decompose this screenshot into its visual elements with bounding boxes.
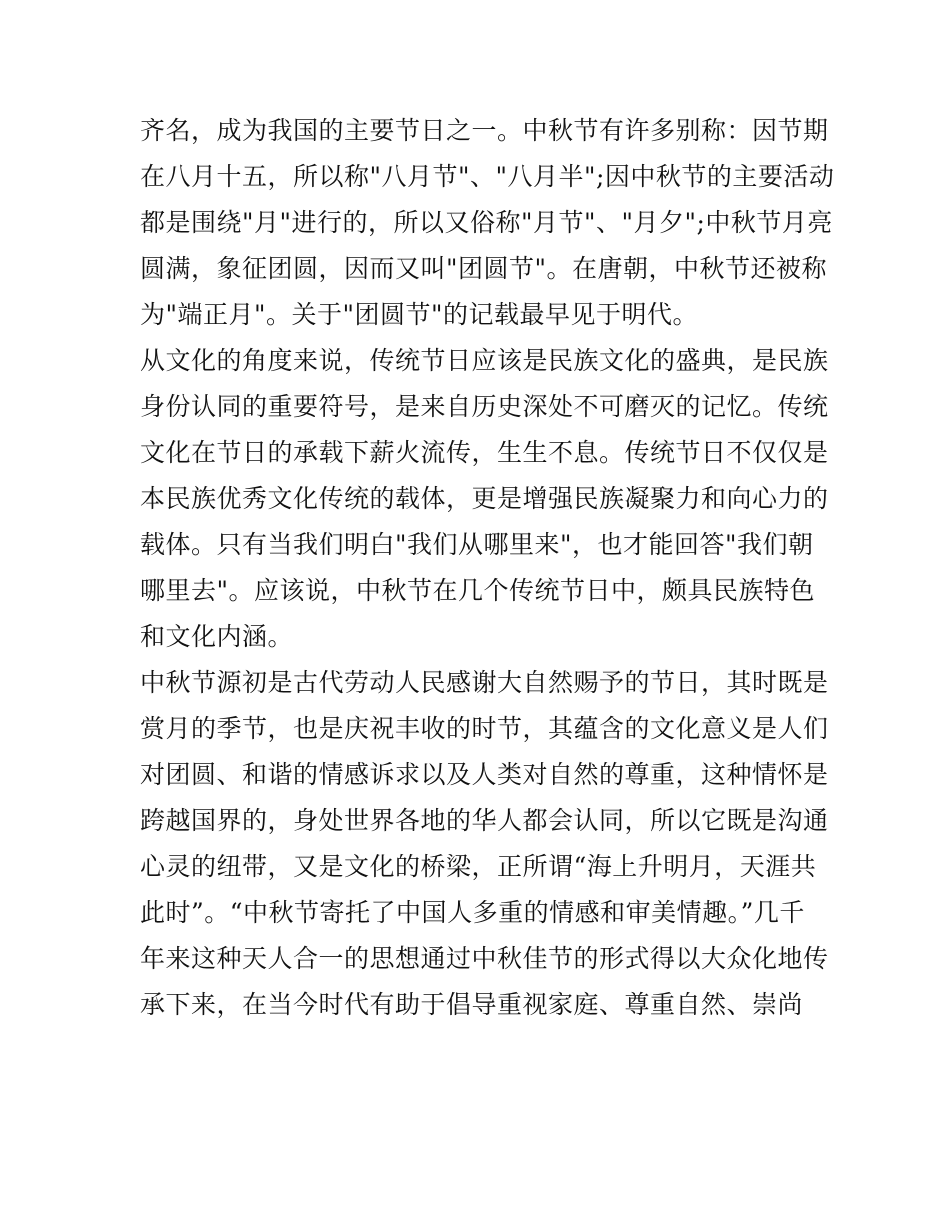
text-line-17: 心灵的纽带，又是文化的桥梁，正所谓“海上升明月，天涯共 <box>140 852 817 881</box>
text-line-7: 身份认同的重要符号，是来自历史深处不可磨灭的记忆。传统 <box>140 392 829 421</box>
text-line-15: 对团圆、和谐的情感诉求以及人类对自然的尊重，这种情怀是 <box>140 760 829 789</box>
text-line-6: 从文化的角度来说，传统节日应该是民族文化的盛典，是民族 <box>140 346 829 375</box>
text-line-3: 都是围绕"月"进行的，所以又俗称"月节"、"月夕";中秋节月亮 <box>140 208 833 237</box>
text-line-19: 年来这种天人合一的思想通过中秋佳节的形式得以大众化地传 <box>140 944 829 973</box>
text-line-11: 哪里去"。应该说，中秋节在几个传统节日中，颇具民族特色 <box>140 576 816 605</box>
text-line-12: 和文化内涵。 <box>140 622 294 651</box>
text-line-8: 文化在节日的承载下薪火流传，生生不息。传统节日不仅仅是 <box>140 438 829 467</box>
text-line-5: 为"端正月"。关于"团圆节"的记载最早见于明代。 <box>140 300 698 329</box>
text-line-10: 载体。只有当我们明白"我们从哪里来"，也才能回答"我们朝 <box>140 530 814 559</box>
text-line-4: 圆满，象征团圆，因而又叫"团圆节"。在唐朝，中秋节还被称 <box>140 254 828 283</box>
text-line-9: 本民族优秀文化传统的载体，更是增强民族凝聚力和向心力的 <box>140 484 829 513</box>
text-line-14: 赏月的季节，也是庆祝丰收的时节，其蕴含的文化意义是人们 <box>140 714 829 743</box>
text-line-20: 承下来，在当今时代有助于倡导重视家庭、尊重自然、崇尚 <box>140 990 804 1019</box>
text-line-16: 跨越国界的，身处世界各地的华人都会认同，所以它既是沟通 <box>140 806 829 835</box>
text-line-18: 此时”。“中秋节寄托了中国人多重的情感和审美情趣。”几千 <box>140 898 805 927</box>
text-line-1: 齐名，成为我国的主要节日之一。中秋节有许多别称：因节期 <box>140 116 829 145</box>
body-text <box>140 108 835 1028</box>
text-line-2: 在八月十五，所以称"八月节"、"八月半";因中秋节的主要活动 <box>140 162 835 191</box>
text-line-13: 中秋节源初是古代劳动人民感谢大自然赐予的节日，其时既是 <box>140 668 829 697</box>
